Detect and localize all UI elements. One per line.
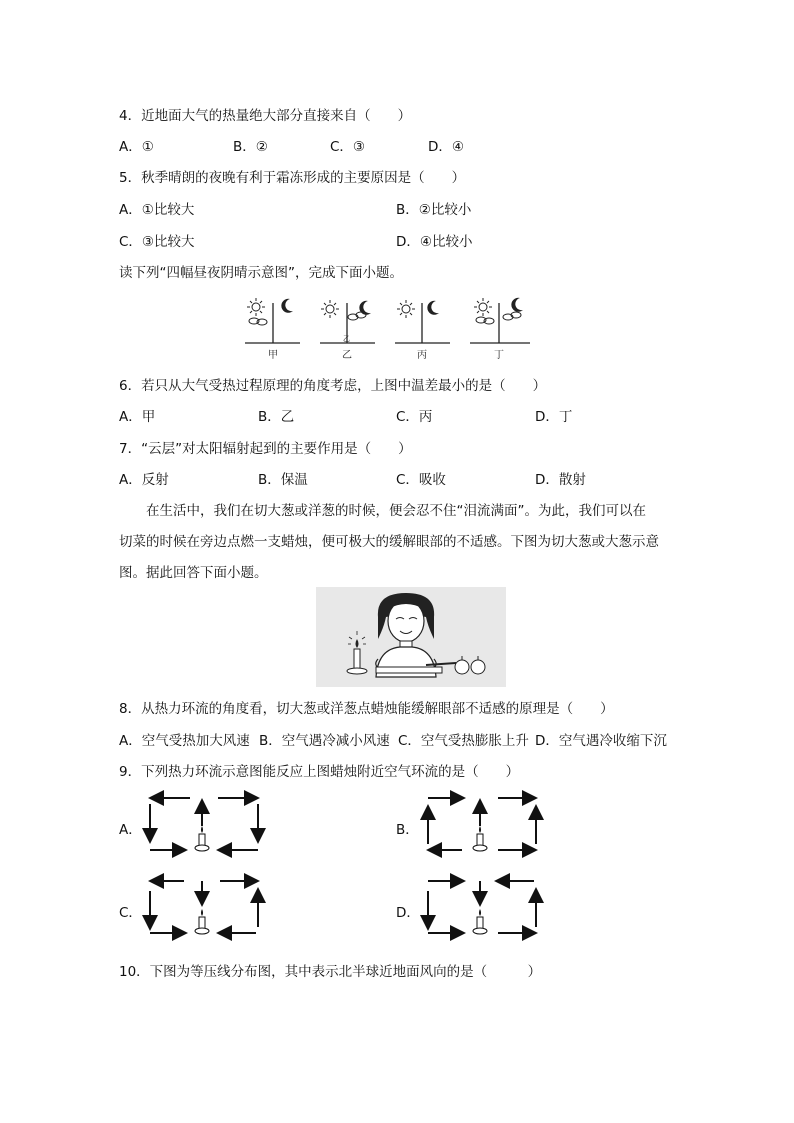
candle-icon (195, 826, 209, 851)
sun-icon (397, 300, 415, 318)
q4-option-c: C．③ (330, 139, 366, 155)
passage-line-2: 切菜的时候在旁边点燃一支蜡烛，便可极大的缓解眼部的不适感。下图为切大葱或大葱示意 (119, 534, 659, 550)
passage-line-3: 图。据此回答下面小题。 (119, 565, 268, 581)
q9-option-c: C． (119, 905, 142, 921)
passage-line-1: 在生活中，我们在切大葱或洋葱的时候，便会忍不住“泪流满面”。为此，我们可以在 (146, 503, 646, 519)
q9-option-b: B． (396, 822, 419, 838)
circulation-diagram-a (140, 790, 270, 860)
moon-icon (511, 298, 523, 312)
circulation-diagram-d (418, 873, 548, 943)
q7-option-c: C．吸收 (396, 472, 446, 488)
q8-option-c: C．空气受热膨胀上升 (398, 733, 529, 749)
q6-option-c: C．丙 (396, 409, 433, 425)
sun-icon (247, 298, 265, 316)
q8-option-b: B．空气遇冷减小风速 (259, 733, 390, 749)
q8-option-a: A．空气受热加大风速 (119, 733, 250, 749)
label-yi: 乙 (342, 350, 352, 361)
q8-stem: 8．从热力环流的角度看，切大葱或洋葱点蜡烛能缓解眼部不适感的原理是（ ） (119, 701, 614, 717)
q9-stem: 9．下列热力环流示意图能反应上图蜡烛附近空气环流的是（ ） (119, 764, 520, 780)
day-night-figure (240, 293, 550, 365)
q6-option-d: D．丁 (535, 409, 573, 425)
q4-option-b: B．② (233, 139, 268, 155)
candle-icon (473, 826, 487, 851)
sun-icon (474, 298, 492, 316)
q5-option-b: B．②比较小 (396, 202, 472, 218)
intro-day-night: 读下列“四幅昼夜阴晴示意图”，完成下面小题。 (119, 265, 403, 281)
q7-stem: 7．“云层”对太阳辐射起到的主要作用是（ ） (119, 441, 412, 457)
q5-option-d: D．④比较小 (396, 234, 473, 250)
small-label: 乙 (343, 335, 350, 343)
q6-option-b: B．乙 (258, 409, 295, 425)
q7-option-b: B．保温 (258, 472, 308, 488)
q6-option-a: A．甲 (119, 409, 156, 425)
label-bing: 丙 (417, 350, 427, 361)
circulation-diagram-b (418, 790, 548, 860)
q10-stem: 10．下图为等压线分布图，其中表示北半球近地面风向的是（ ） (119, 964, 542, 980)
q5-option-c: C．③比较大 (119, 234, 195, 250)
moon-icon (427, 301, 439, 315)
q4-option-a: A．① (119, 139, 154, 155)
circulation-diagram-c (140, 873, 270, 943)
moon-icon (281, 299, 293, 313)
label-jia: 甲 (268, 350, 278, 361)
q7-option-a: A．反射 (119, 472, 169, 488)
q7-option-d: D．散射 (535, 472, 586, 488)
candle-icon (195, 909, 209, 934)
q8-option-d: D．空气遇冷收缩下沉 (535, 733, 667, 749)
q5-stem: 5．秋季晴朗的夜晚有利于霜冻形成的主要原因是（ ） (119, 170, 466, 186)
q4-option-d: D．④ (428, 139, 464, 155)
q5-option-a: A．①比较大 (119, 202, 195, 218)
cutting-illustration (316, 587, 506, 687)
cloud-icon (249, 318, 267, 325)
q9-option-a: A． (119, 822, 142, 838)
q4-stem: 4．近地面大气的热量绝大部分直接来自（ ） (119, 108, 412, 124)
moon-icon (359, 301, 371, 315)
sun-icon (321, 300, 339, 318)
label-ding: 丁 (494, 350, 504, 361)
candle-icon (473, 909, 487, 934)
q6-stem: 6．若只从大气受热过程原理的角度考虑，上图中温差最小的是（ ） (119, 378, 547, 394)
q9-option-d: D． (396, 905, 420, 921)
